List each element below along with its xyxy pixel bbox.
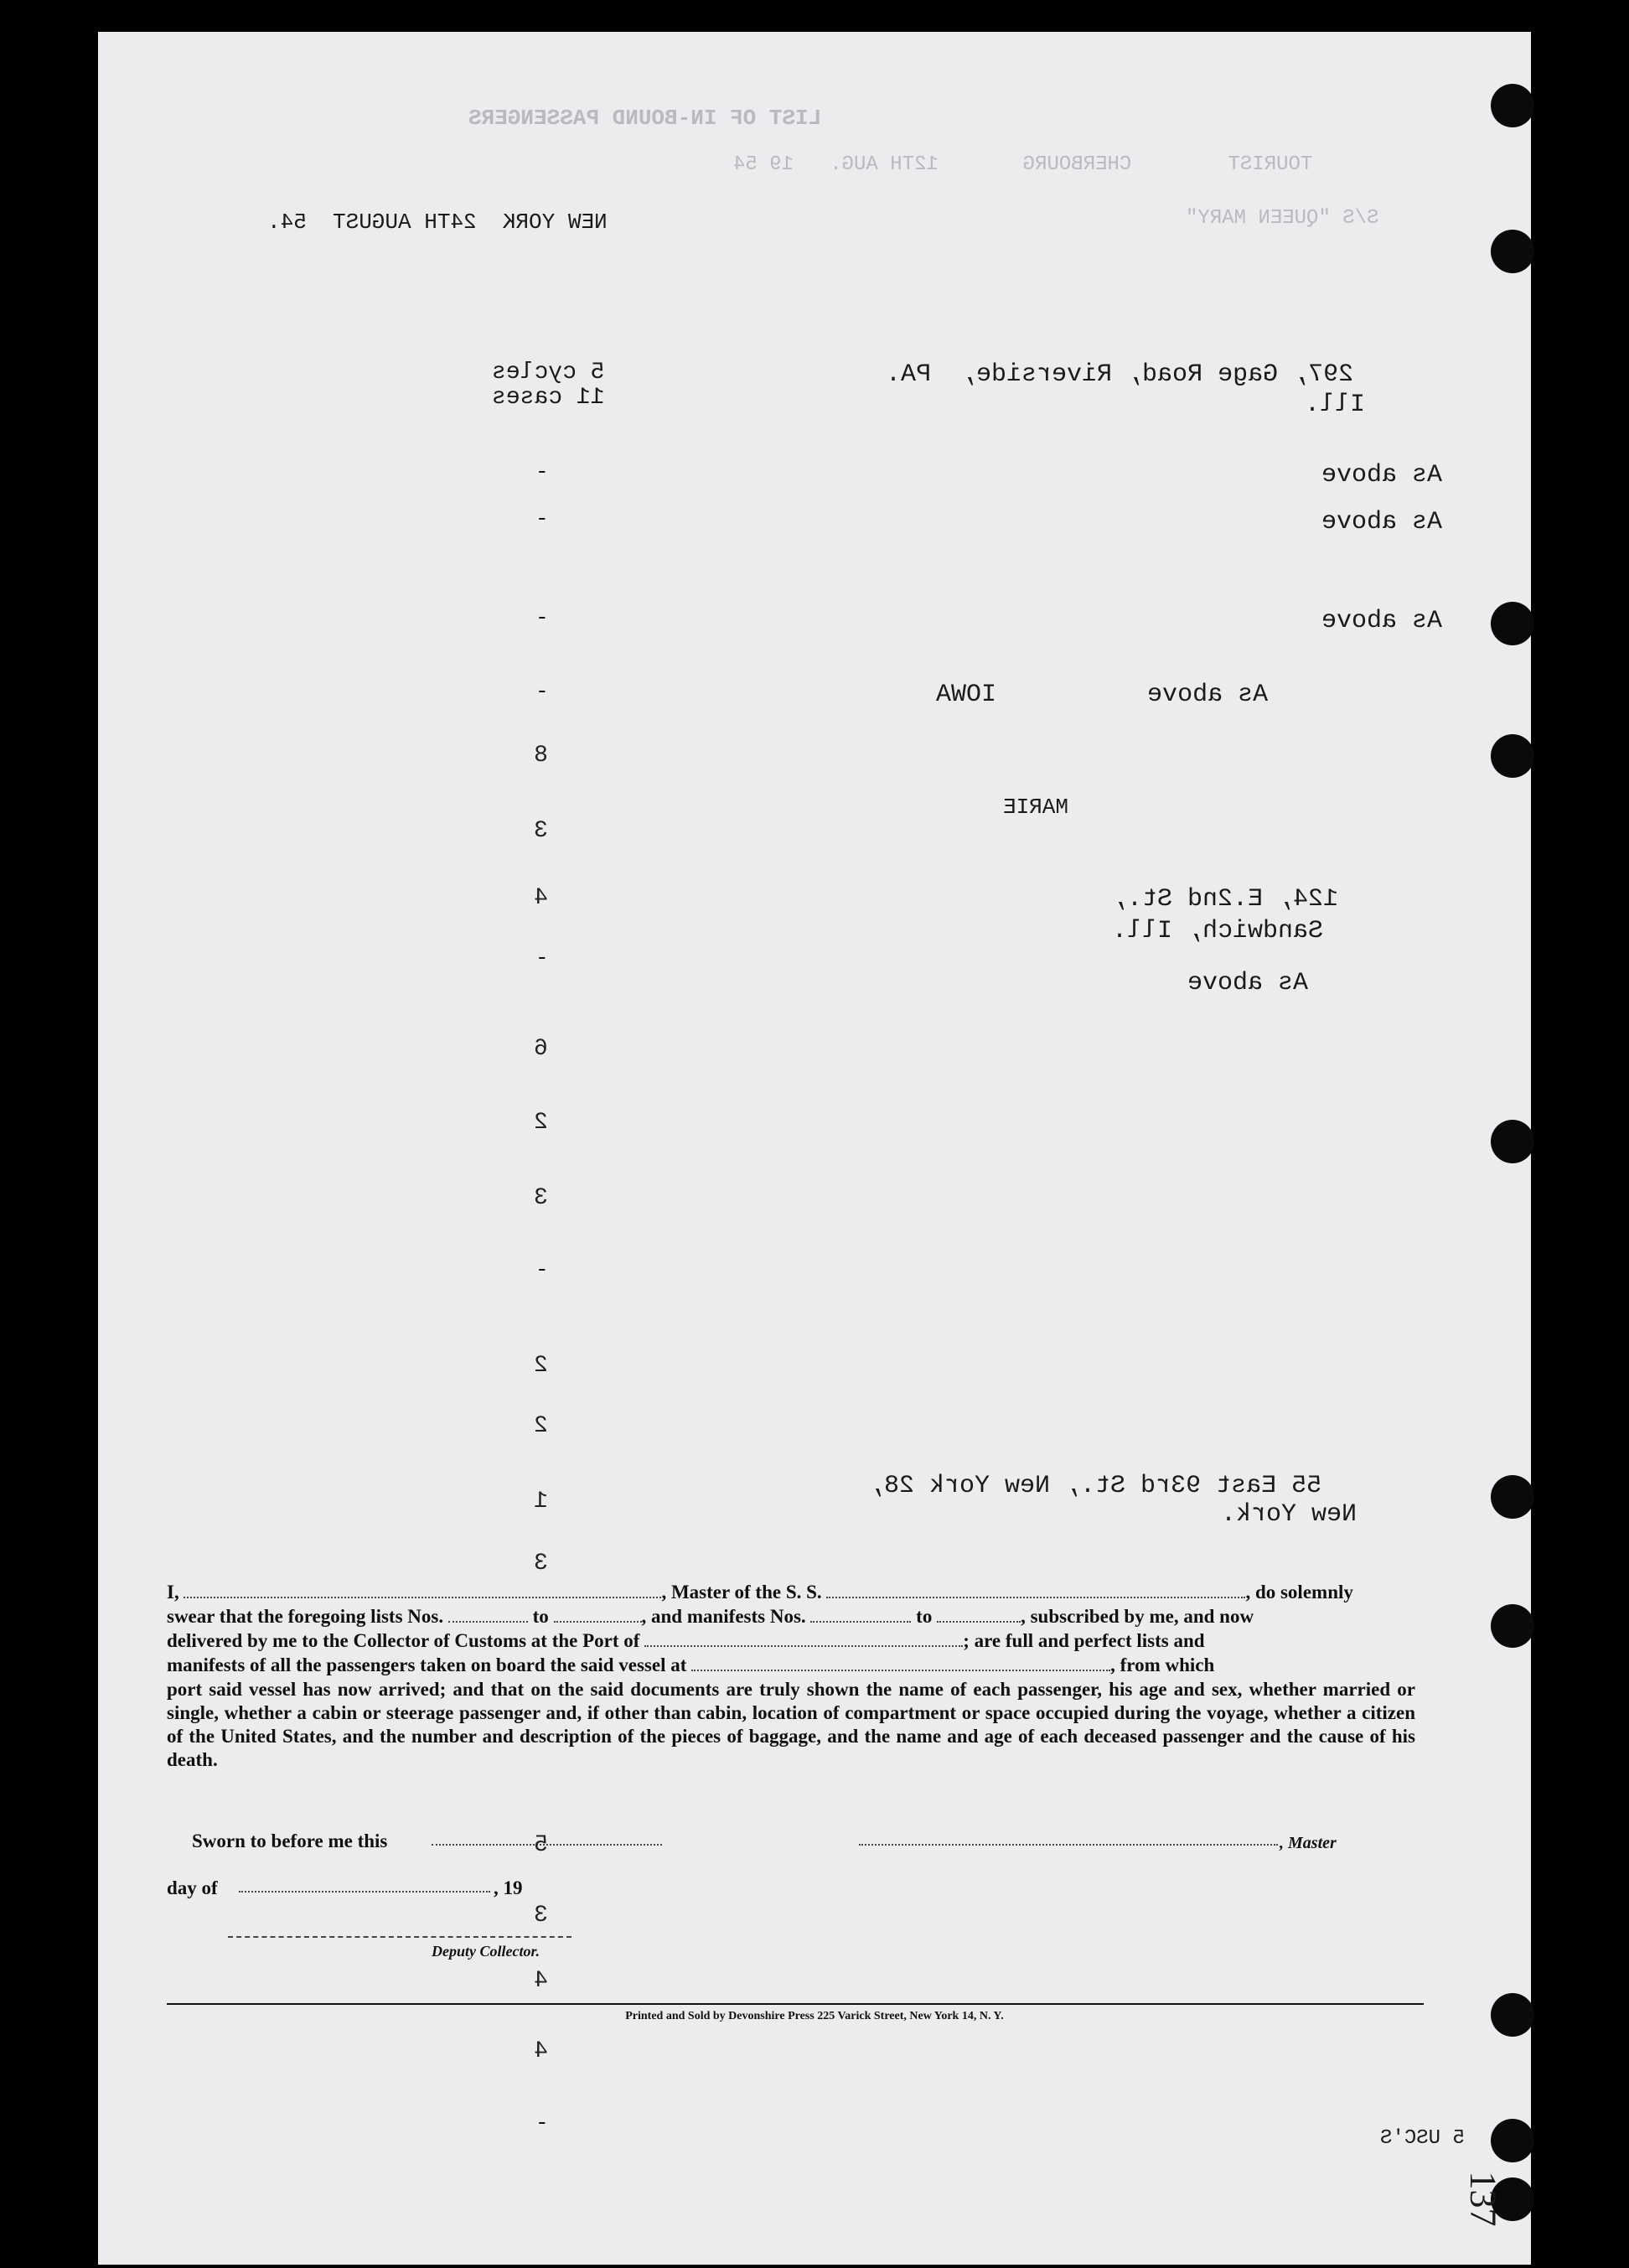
footer-rule xyxy=(167,2003,1424,2005)
mirrored-row: As above xyxy=(1321,461,1443,489)
punch-hole xyxy=(1491,734,1534,778)
mirrored-row: As above xyxy=(1187,969,1309,997)
baggage-count: 1 xyxy=(534,1489,548,1515)
mirrored-row: 55 East 93rd St., New York 28, xyxy=(869,1472,1322,1500)
oath-line: manifests of all the passengers taken on board the said vessel at , from which xyxy=(167,1654,1215,1675)
page-number: 137 xyxy=(1462,2171,1504,2227)
day-of-line xyxy=(239,1891,490,1893)
punch-hole xyxy=(1491,1604,1534,1648)
deputy-label: Deputy Collector. xyxy=(432,1943,540,1960)
oath-line: I, , Master of the S. S. , do solemnly xyxy=(167,1582,1353,1603)
baggage-count: 4 xyxy=(534,2038,548,2064)
mirrored-row: As above xyxy=(1321,607,1443,635)
mirrored-row: Sandwich, Ill. xyxy=(1112,917,1324,945)
baggage-dash: - xyxy=(535,945,549,971)
deputy-signature-line xyxy=(228,1936,571,1938)
baggage-dash: - xyxy=(535,459,549,484)
baggage-count: 4 xyxy=(534,1968,548,1994)
mirrored-row: As above xyxy=(1321,508,1443,536)
mirrored-class-line: TOURIST CHERBOURG 12TH AUG. 19 54 xyxy=(732,153,1312,176)
punch-hole xyxy=(1491,230,1534,273)
master-signature-line xyxy=(859,1844,1278,1846)
mirrored-baggage: 5 cycles 11 cases xyxy=(492,360,605,411)
edge-stamp: 5 USC'S xyxy=(1380,2127,1465,2150)
mirrored-row: New York. xyxy=(1221,1500,1358,1529)
baggage-count: 5 xyxy=(534,1832,548,1858)
baggage-count: 8 xyxy=(534,743,548,769)
baggage-count: 6 xyxy=(534,1036,548,1062)
baggage-dash: - xyxy=(535,2110,549,2136)
printer-imprint: Printed and Sold by Devonshire Press 225 Varick Street, New York 14, N. Y. xyxy=(625,2010,1004,2022)
baggage-dash: - xyxy=(535,1257,549,1282)
oath-text: port said vessel has now arrived; and that on the said documents are truly shown the name of each passenger, his age and sex, whether married or single, whether a cabin or steerage passenger and, if other than cabin, location of compartment or space occupied during the voyage, whether a citizen of the United States, and the number and description of the pieces of baggage, and the name and age of each deceased passenger and the cause of his death. xyxy=(167,1679,1415,1770)
baggage-dash: - xyxy=(535,605,549,630)
punch-hole xyxy=(1491,602,1534,645)
oath-line: swear that the foregoing lists Nos. to , and manifests Nos. to , subscribed by me, and now xyxy=(167,1606,1254,1627)
mirrored-title: LIST OF IN-BOUND PASSENGERS xyxy=(468,106,822,131)
oath-line: delivered by me to the Collector of Customs at the Port of ; are full and perfect lists and xyxy=(167,1630,1205,1651)
baggage-dash: - xyxy=(535,679,549,704)
baggage-dash: - xyxy=(535,506,549,531)
day-of-label: day of xyxy=(167,1877,218,1898)
mirrored-row: 297, Gage Road, Riverside, PA. xyxy=(886,360,1354,389)
baggage-count: 3 xyxy=(534,1185,548,1211)
manifest-page xyxy=(98,32,1531,2265)
punch-hole xyxy=(1491,1475,1534,1519)
baggage-count: 3 xyxy=(534,1903,548,1929)
mirrored-arrival-line: NEW YORK 24TH AUGUST 54. xyxy=(267,210,608,235)
mirrored-row: MARIE xyxy=(1003,795,1069,820)
year-label: , 19 xyxy=(494,1877,523,1898)
mirrored-row: Ill. xyxy=(1305,391,1366,419)
baggage-count: 2 xyxy=(534,1353,548,1379)
baggage-count: 3 xyxy=(534,1551,548,1577)
punch-hole xyxy=(1491,2119,1534,2162)
baggage-count: 2 xyxy=(534,1110,548,1136)
baggage-count: 2 xyxy=(534,1413,548,1439)
master-label: , Master xyxy=(1280,1834,1337,1852)
mirrored-row: 124, E.2nd St., xyxy=(1112,885,1339,914)
mirrored-vessel-line: S/S "QUEEN MARY" xyxy=(1185,207,1379,230)
baggage-count: 4 xyxy=(534,885,548,911)
mirrored-row: As above IOWA xyxy=(936,681,1269,709)
sworn-label: Sworn to before me this xyxy=(192,1830,388,1851)
baggage-count: 3 xyxy=(534,818,548,844)
punch-hole xyxy=(1491,84,1534,127)
punch-hole xyxy=(1491,1120,1534,1163)
